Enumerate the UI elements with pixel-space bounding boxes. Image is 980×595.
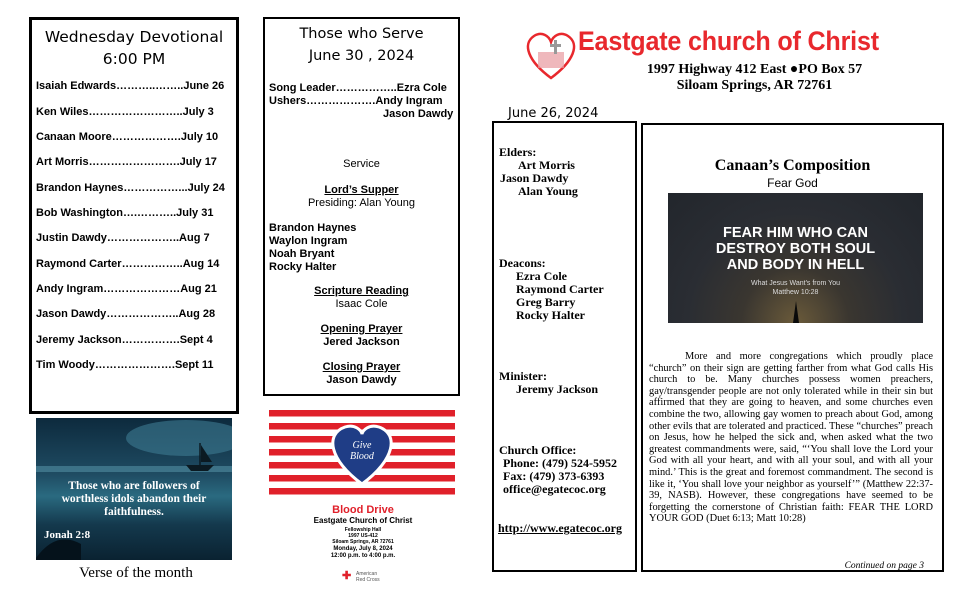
elder-1: Art Morris: [518, 158, 575, 172]
devotional-date: Sept 4: [179, 334, 213, 346]
devotional-name: Ken Wiles: [36, 106, 89, 118]
deacon-1: Ezra Cole: [516, 269, 567, 283]
ushers: Ushers……………….Andy Ingram: [269, 95, 443, 107]
devotional-date: July 24: [187, 182, 225, 194]
opening-prayer-heading: Opening Prayer: [320, 323, 403, 335]
minister-label: Minister:: [499, 369, 547, 383]
devotional-row: [36, 308, 240, 320]
image-line-2: DESTROY BOTH SOUL: [715, 241, 876, 257]
elder-3: Alan Young: [518, 184, 578, 198]
deacon-4: Rocky Halter: [516, 308, 585, 322]
tree-icon: [668, 193, 923, 323]
red-cross-label: American Red Cross: [356, 571, 380, 583]
office-phone: Phone: (479) 524-5952: [503, 456, 617, 470]
article-image: [668, 193, 923, 323]
bulletin-date: June 26, 2024: [508, 106, 599, 121]
give-blood-text: Give Blood: [350, 440, 374, 462]
devotional-name: Andy Ingram: [36, 283, 104, 295]
devotional-dots: …………….: [121, 334, 180, 346]
devotional-name: Jason Dawdy: [36, 308, 107, 320]
blood-drive-time: 12:00 p.m. to 4:00 p.m.: [330, 553, 396, 559]
verse-text: Those who are followers of worthless idols abandon their faithfulness.: [61, 480, 207, 518]
server-1: Brandon Haynes: [269, 222, 357, 234]
serve-title: Those who Serve: [299, 26, 424, 42]
website-link[interactable]: http://www.egatecoc.org: [498, 521, 622, 535]
devotional-date: Aug 28: [178, 308, 216, 320]
devotional-dots: ………………..: [106, 232, 180, 244]
song-leader: Song Leader……………..Ezra Cole: [269, 82, 447, 94]
deacon-3: Greg Barry: [516, 295, 576, 309]
blood-drive-org: Eastgate Church of Christ: [313, 516, 413, 525]
elder-2: Jason Dawdy: [500, 171, 569, 185]
devotional-dots: ………..……..: [116, 80, 184, 92]
devotional-row: [36, 283, 240, 295]
blood-drive-street: 1997 US-412: [348, 533, 378, 539]
article-box: [641, 123, 944, 572]
devotional-row: [36, 182, 240, 194]
church-address: 1997 Highway 412 East ●PO Box 57: [646, 62, 863, 77]
devotional-dots: ………………..: [106, 308, 179, 320]
article-title: Canaan’s Composition: [714, 157, 871, 174]
devotional-date: July 31: [176, 207, 214, 219]
image-line-1: FEAR HIM WHO CAN: [723, 225, 868, 241]
devotional-dots: ……………….: [111, 131, 181, 143]
verse-reference: Jonah 2:8: [44, 529, 91, 541]
devotional-row: [36, 232, 240, 244]
blood-drive-city: Siloam Springs, AR 72761: [332, 539, 394, 545]
church-name: Eastgate church of Christ: [578, 26, 879, 56]
scripture-heading: Scripture Reading: [314, 285, 409, 297]
devotional-dots: ………………….: [94, 359, 175, 371]
devotional-row: [36, 359, 240, 371]
office-email[interactable]: office@egatecoc.org: [503, 482, 606, 496]
continued-note: Continued on page 3: [844, 561, 924, 571]
devotional-dots: ……………..: [121, 258, 183, 270]
blood-drive-date: Monday, July 8, 2024: [333, 546, 393, 552]
opening-prayer-name: Jered Jackson: [323, 336, 400, 348]
devotional-date: Aug 21: [180, 283, 217, 295]
deacon-2: Raymond Carter: [516, 282, 604, 296]
devotional-date: July 10: [180, 131, 219, 143]
those-who-serve-box: [263, 17, 460, 396]
verse-caption: Verse of the month: [79, 565, 193, 581]
devotional-date: Sept 11: [174, 359, 214, 371]
wednesday-time: 6:00 PM: [102, 50, 166, 68]
blood-drive-flag: [269, 410, 455, 500]
blood-drive-title: Blood Drive: [332, 504, 394, 516]
server-3: Noah Bryant: [269, 248, 335, 260]
service-heading: Service: [343, 158, 380, 170]
devotional-dots: ….………..: [122, 207, 177, 219]
devotional-date: Aug 14: [182, 258, 220, 270]
elders-label: Elders:: [499, 145, 537, 159]
devotional-name: Isaiah Edwards: [36, 80, 117, 92]
server-2: Waylon Ingram: [269, 235, 348, 247]
presiding: Presiding: Alan Young: [307, 197, 416, 209]
article-subtitle: Fear God: [767, 176, 818, 190]
devotional-dots: ……………………..: [88, 106, 183, 118]
office-label: Church Office:: [499, 443, 577, 457]
closing-prayer-heading: Closing Prayer: [322, 361, 401, 373]
church-city: Siloam Springs, AR 72761: [676, 78, 833, 93]
devotional-dots: ……………...: [123, 182, 188, 194]
wednesday-title: Wednesday Devotional: [44, 28, 224, 46]
deacons-label: Deacons:: [499, 256, 546, 270]
church-heart-logo-icon: [520, 28, 582, 84]
office-fax: Fax: (479) 373-6393: [503, 469, 605, 483]
red-cross-icon: ✚: [342, 570, 352, 582]
ushers-second: Jason Dawdy: [383, 108, 454, 120]
image-line-3: AND BODY IN HELL: [726, 257, 865, 273]
image-sub-2: Matthew 10:28: [772, 289, 819, 296]
verse-image: [36, 418, 232, 560]
devotional-name: Canaan Moore: [36, 131, 112, 143]
image-sub-1: What Jesus Want's from You: [750, 280, 840, 287]
church-staff-box: [492, 121, 637, 572]
devotional-row: [36, 106, 240, 118]
devotional-name: Justin Dawdy: [36, 232, 107, 244]
devotional-name: Jeremy Jackson: [36, 334, 122, 346]
closing-prayer-name: Jason Dawdy: [326, 374, 397, 386]
devotional-date: June 26: [183, 80, 225, 92]
wednesday-devotional-box: [29, 17, 239, 414]
devotional-name: Bob Washington: [36, 207, 123, 219]
devotional-row: [36, 334, 240, 346]
devotional-date: July 17: [179, 156, 217, 168]
devotional-name: Tim Woody: [36, 359, 95, 371]
lords-supper-heading: Lord’s Supper: [324, 184, 399, 196]
article-body: More and more congregations which proudly place “church” on their sign are getting farther from what God calls His church to be. Many churches possess women preachers, gay/transgender people are not only tolerated while in their sin but affirmed that they are going to heaven, and some churches even combine the two, allowing gay women to preach about God, among other evils that are tolerated and practiced. These “churches” preach on Jesus, how he helped the sick and, when asked what the two greatest commandments were, said, “‘You shall love the Lord your God with all your heart, and with all your soul, and with all your mind.’ This is the great and foremost commandment. The second is like it, ‘You shall love your neighbor as yourself’” (Matthew 22:37-39, NASB). However, these congregations have seemed to be forgetting the cornerstone of Christian faith: FEAR THE LORD YOUR GOD (Duet 6:13; Matt 10:28): [649, 351, 933, 525]
devotional-row: [36, 80, 240, 92]
scripture-name: Isaac Cole: [335, 298, 388, 310]
devotional-name: Brandon Haynes: [36, 182, 124, 194]
devotional-row: [36, 131, 240, 143]
serve-date: June 30 , 2024: [308, 48, 415, 64]
devotional-date: Aug 7: [179, 232, 210, 244]
devotional-dots: …………………: [103, 283, 181, 295]
devotional-row: [36, 207, 240, 219]
devotional-dots: …………………….: [88, 156, 180, 168]
devotional-name: Raymond Carter: [36, 258, 122, 270]
devotional-date: July 3: [182, 106, 214, 118]
devotional-name: Art Morris: [36, 156, 89, 168]
blood-drive-place: Fellowship Hall: [344, 527, 382, 533]
minister-name: Jeremy Jackson: [516, 382, 599, 396]
devotional-row: [36, 156, 240, 168]
server-4: Rocky Halter: [269, 261, 337, 273]
devotional-row: [36, 258, 240, 270]
